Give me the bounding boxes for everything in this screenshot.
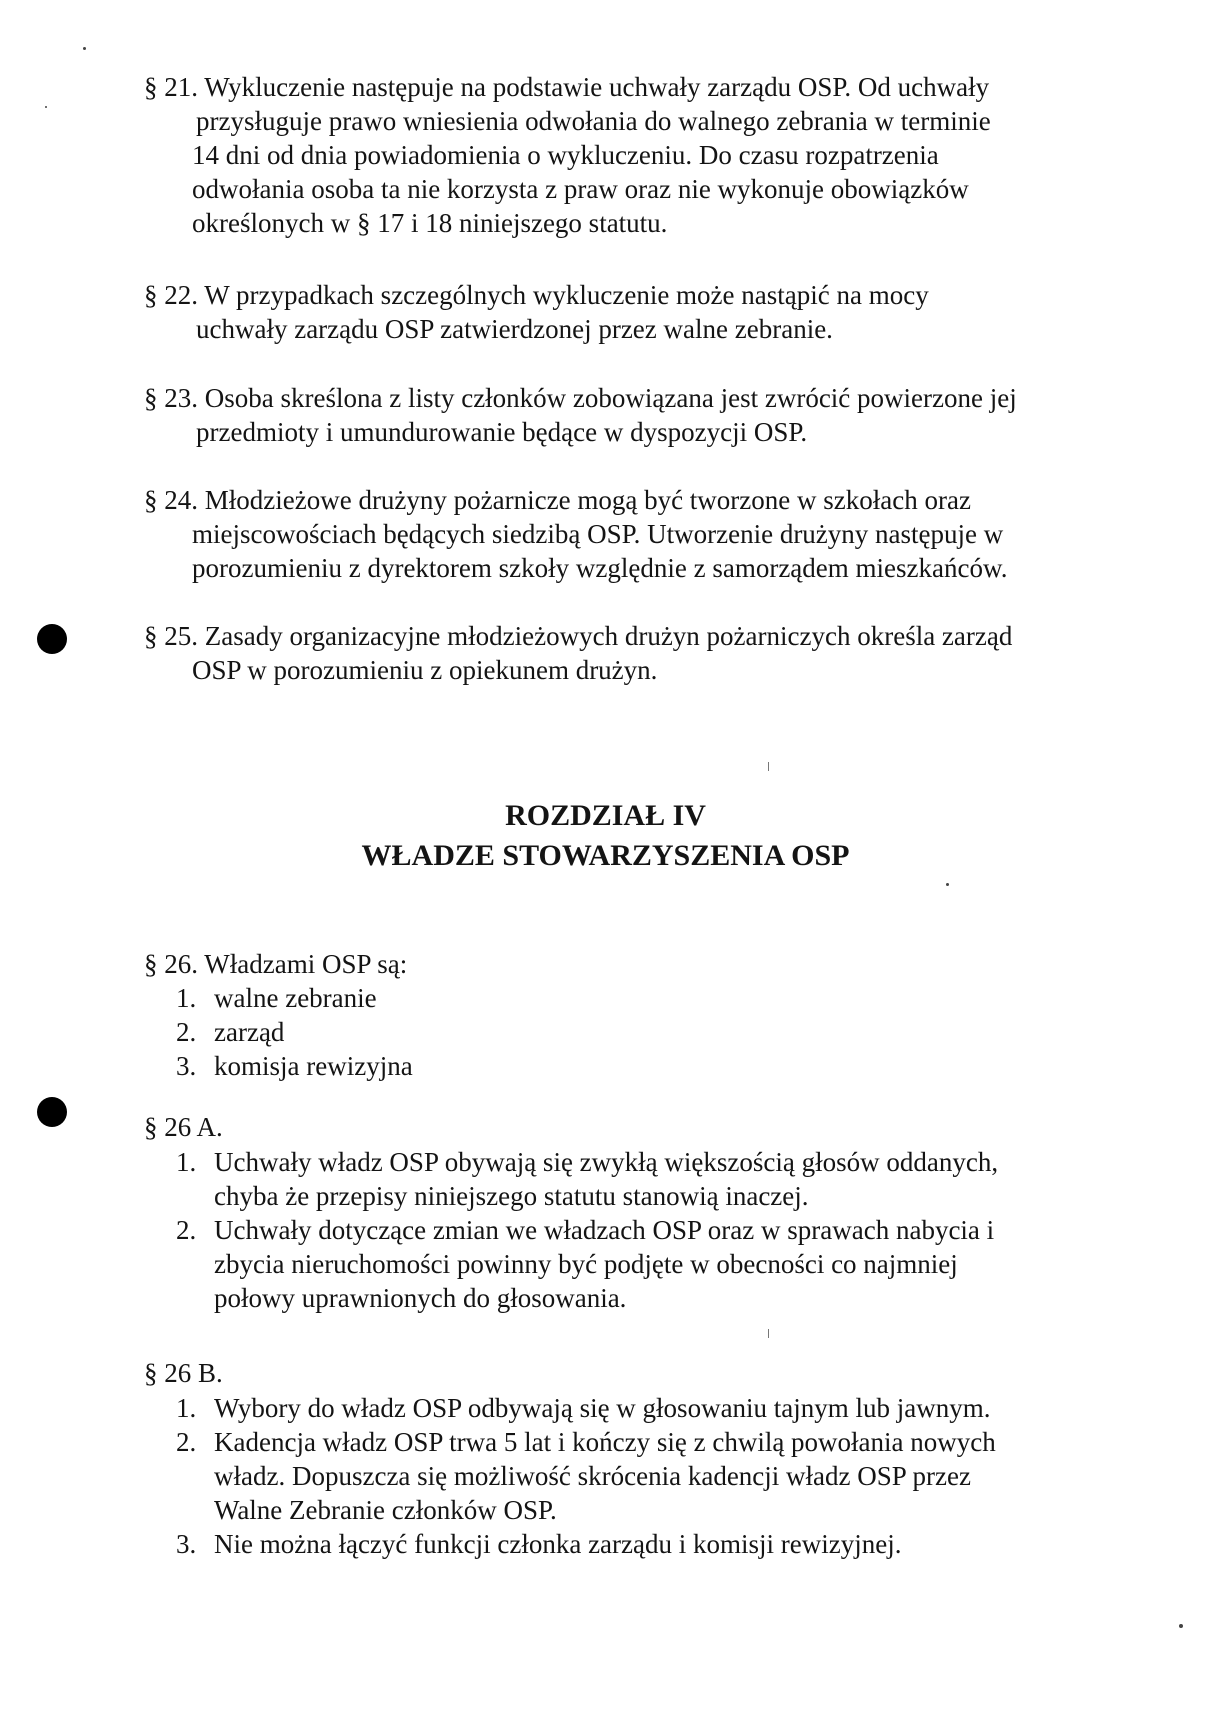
list-item xyxy=(176,1213,1096,1315)
list-item xyxy=(176,1145,1096,1213)
scan-tick-mark xyxy=(768,1329,769,1338)
list-item-number: 1. xyxy=(176,1393,197,1423)
paragraph-22-line: uchwały zarządu OSP zatwierdzonej przez walne zebranie. xyxy=(196,314,833,344)
list-item xyxy=(176,1527,1096,1561)
paragraph-25-line: § 25. Zasady organizacyjne młodzieżowych drużyn pożarniczych określa zarząd xyxy=(144,621,1013,651)
scan-speck xyxy=(83,47,86,50)
paragraph-22-line: § 22. W przypadkach szczególnych wykluczenie może nastąpić na mocy xyxy=(144,280,929,310)
list-item-text: Nie można łączyć funkcji członka zarządu i komisji rewizyjnej. xyxy=(214,1529,902,1559)
paragraph-26-heading xyxy=(144,947,1104,981)
paragraph-21-line: 14 dni od dnia powiadomienia o wykluczeniu. Do czasu rozpatrzenia xyxy=(192,140,939,170)
punch-hole-mark xyxy=(37,624,67,654)
chapter-heading xyxy=(0,796,1211,876)
list-item-text: Walne Zebranie członków OSP. xyxy=(214,1495,557,1525)
list-item-number: 2. xyxy=(176,1017,197,1047)
paragraph-22 xyxy=(144,278,1104,346)
punch-hole-mark xyxy=(37,1097,67,1127)
paragraph-26-list xyxy=(176,981,1096,1083)
chapter-number: ROZDZIAŁ IV xyxy=(505,799,706,832)
list-item-text: Uchwały władz OSP obywają się zwykłą większością głosów oddanych, xyxy=(214,1147,999,1177)
list-item-text: walne zebranie xyxy=(214,983,377,1013)
list-item-text: Wybory do władz OSP odbywają się w głosowaniu tajnym lub jawnym. xyxy=(214,1393,991,1423)
paragraph-24-line: porozumieniu z dyrektorem szkoły względnie z samorządem mieszkańców. xyxy=(192,553,1008,583)
paragraph-26a-heading-text: § 26 A. xyxy=(144,1112,223,1142)
list-item xyxy=(176,1391,1096,1425)
list-item-text: Uchwały dotyczące zmian we władzach OSP oraz w sprawach nabycia i xyxy=(214,1215,995,1245)
paragraph-21 xyxy=(144,70,1104,240)
list-item xyxy=(176,1425,1096,1527)
paragraph-24-line: miejscowościach będących siedzibą OSP. Utworzenie drużyny następuje w xyxy=(192,519,1004,549)
scan-speck xyxy=(946,883,949,886)
list-item-text: komisja rewizyjna xyxy=(214,1051,413,1081)
list-item xyxy=(176,981,1096,1015)
paragraph-26b-list xyxy=(176,1391,1096,1561)
paragraph-21-line: odwołania osoba ta nie korzysta z praw oraz nie wykonuje obowiązków xyxy=(192,174,969,204)
paragraph-26-heading-text: § 26. Władzami OSP są: xyxy=(144,949,408,979)
paragraph-26a-list xyxy=(176,1145,1096,1315)
paragraph-24-line: § 24. Młodzieżowe drużyny pożarnicze mogą być tworzone w szkołach oraz xyxy=(144,485,971,515)
list-item-number: 3. xyxy=(176,1529,197,1559)
paragraph-23-line: przedmioty i umundurowanie będące w dyspozycji OSP. xyxy=(196,417,808,447)
list-item-text: zarząd xyxy=(214,1017,285,1047)
paragraph-23 xyxy=(144,381,1104,449)
paragraph-21-line: przysługuje prawo wniesienia odwołania do walnego zebrania w terminie xyxy=(196,106,991,136)
list-item-text: władz. Dopuszcza się możliwość skrócenia kadencji władz OSP przez xyxy=(214,1461,971,1491)
paragraph-23-line: § 23. Osoba skreślona z listy członków zobowiązana jest zwrócić powierzone jej xyxy=(144,383,1017,413)
list-item-text: Kadencja władz OSP trwa 5 lat i kończy się z chwilą powołania nowych xyxy=(214,1427,996,1457)
list-item-number: 2. xyxy=(176,1427,197,1457)
paragraph-25 xyxy=(144,619,1104,687)
list-item xyxy=(176,1049,1096,1083)
list-item-text: zbycia nieruchomości powinny być podjęte w obecności co najmniej xyxy=(214,1249,958,1279)
scan-tick-mark xyxy=(768,762,769,771)
paragraph-26b-heading xyxy=(144,1356,1104,1390)
list-item-number: 3. xyxy=(176,1051,197,1081)
scan-speck xyxy=(45,106,47,108)
paragraph-24 xyxy=(144,483,1104,585)
paragraph-21-line: § 21. Wykluczenie następuje na podstawie uchwały zarządu OSP. Od uchwały xyxy=(144,72,990,102)
paragraph-26b-heading-text: § 26 B. xyxy=(144,1358,223,1388)
list-item-text: połowy uprawnionych do głosowania. xyxy=(214,1283,627,1313)
list-item-number: 1. xyxy=(176,983,197,1013)
list-item-number: 1. xyxy=(176,1147,197,1177)
chapter-title: WŁADZE STOWARZYSZENIA OSP xyxy=(361,839,850,872)
paragraph-25-line: OSP w porozumieniu z opiekunem drużyn. xyxy=(192,655,658,685)
paragraph-26a-heading xyxy=(144,1110,1104,1144)
list-item xyxy=(176,1015,1096,1049)
paragraph-21-line: określonych w § 17 i 18 niniejszego statutu. xyxy=(192,208,668,238)
list-item-text: chyba że przepisy niniejszego statutu stanowią inaczej. xyxy=(214,1181,809,1211)
list-item-number: 2. xyxy=(176,1215,197,1245)
scan-speck xyxy=(1179,1624,1183,1628)
